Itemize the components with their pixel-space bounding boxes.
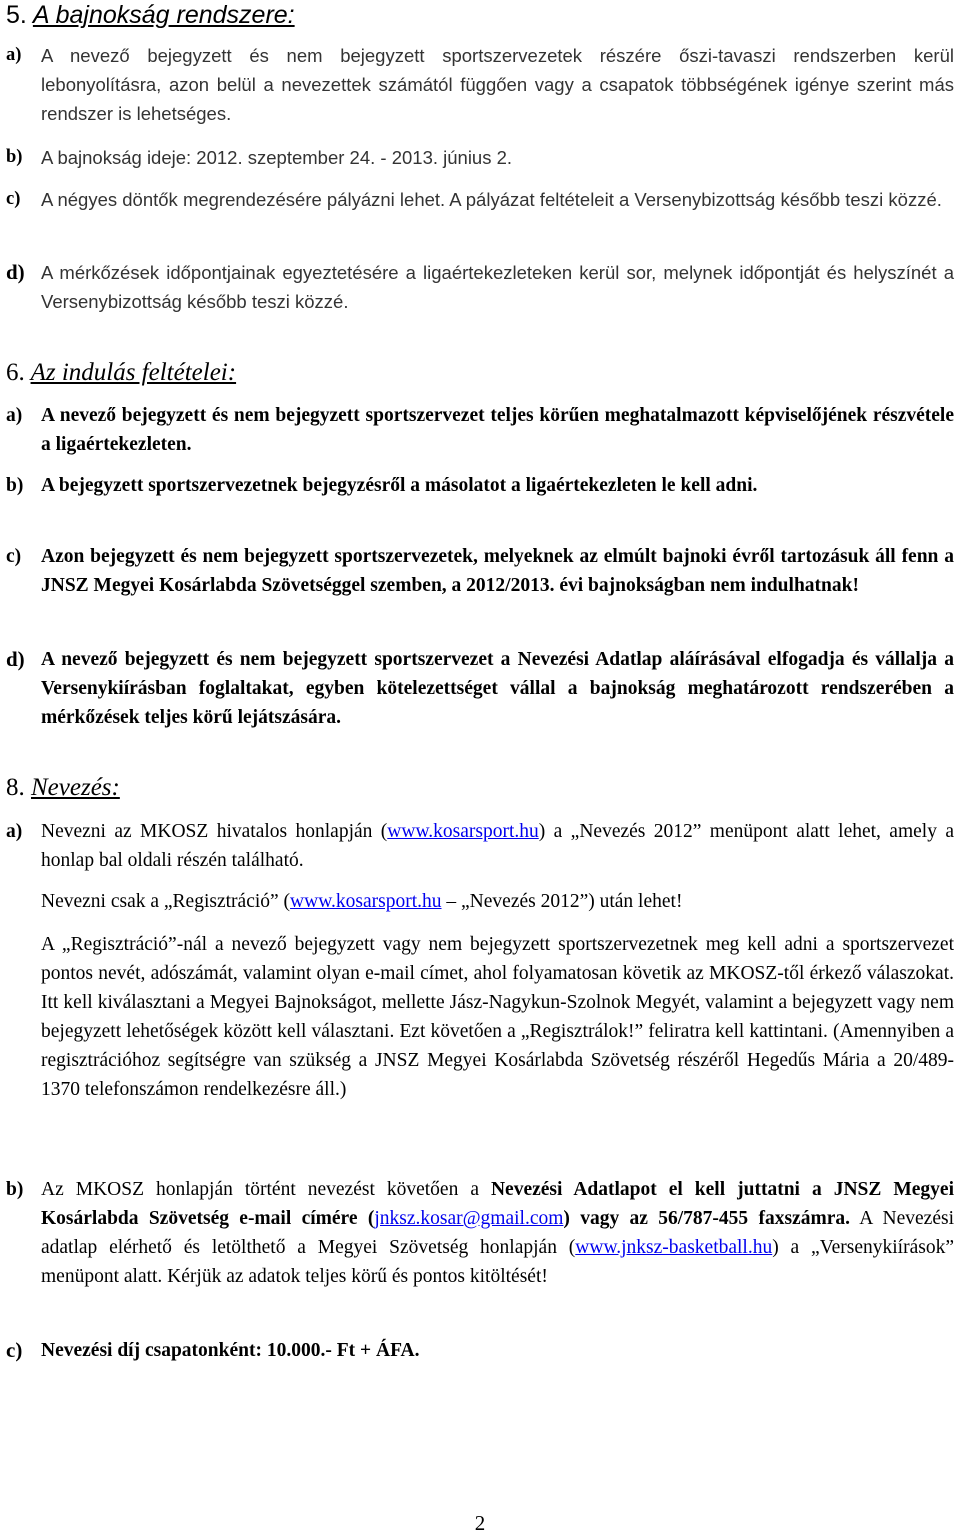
s5-item-a <box>6 41 954 128</box>
section-6-number: 6. <box>6 359 25 386</box>
s8-paragraph-registration-note: Nevezni csak a „Regisztráció” (www.kosarsport.hu – „Nevezés 2012”) után lehet! <box>41 891 683 912</box>
s6-item-b-label: b) <box>6 475 24 496</box>
s6-item-d-label: d) <box>6 647 25 671</box>
s5-item-c-text: A négyes döntők megrendezésére pályázni lehet. A pályázat feltételeit a Versenybizottság később teszi közzé. <box>41 189 942 210</box>
section-5-heading <box>6 0 295 30</box>
s8-item-b <box>6 1175 954 1291</box>
s8-paragraph-registration-details: A „Regisztráció”-nál a nevező bejegyzett vagy nem bejegyzett sportszervezetnek meg kell adni a sportszervezet pontos nevét, adószámát, valamint olyan e-mail címet, ahol folyamatosan követik az MKOSZ-től érkező válaszokat. Itt kell kiválasztani a Megyei Bajnokságot, mellette Jász-Nagykun-Szolnok Megyét, valamint a bejegyzett vagy nem bejegyzett lehetőségek között kell választani. Ezt követően a „Regisztrálok!” feliratra kell kattintani. (Amennyiben a regisztrációhoz segítségre van szükség a JNSZ Megyei Kosárlabda Szövetség részéről Hegedűs Mária a 20/489-1370 telefonszámon rendelkezésre áll.) <box>41 934 954 1100</box>
s6-item-c <box>6 542 954 600</box>
s5-item-a-text: A nevező bejegyzett és nem bejegyzett sportszervezetek részére őszi-tavaszi rendszerben kerül lebonyolításra, azon belül a nevezettek számától függően vagy a csapatok többségének igénye szerint más rendszer is lehetséges. <box>41 45 954 124</box>
section-5-title: A bajnokság rendszere: <box>32 1 295 29</box>
s5-item-c <box>6 185 954 214</box>
section-8-title: Nevezés: <box>31 774 120 801</box>
page-number: 2 <box>474 1511 486 1535</box>
s8-item-c-label: c) <box>6 1338 23 1362</box>
s6-item-c-text: Azon bejegyzett és nem bejegyzett sportszervezetek, melyeknek az elmúlt bajnoki évről tartozásuk áll fenn a JNSZ Megyei Kosárlabda Szövetséggel szemben, a 2012/2013. évi bajnokságban nem indulhatnak! <box>41 546 954 596</box>
jnksz-basketball-link[interactable]: www.jnksz-basketball.hu <box>575 1237 773 1258</box>
section-8-heading <box>6 773 120 803</box>
s8-item-b-text: Az MKOSZ honlapján történt nevezést követően a Nevezési Adatlapot el kell juttatni a JNSZ Megyei Kosárlabda Szövetség e-mail címére (jnksz.kosar@gmail.com) vagy az 56/787-455 faxszámra. A Nevezési adatlap elérhető és letölthető a Megyei Szövetség honlapján (www.jnksz-basketball.hu) a „Versenykiírások” menüpont alatt. Kérjük az adatok teljes körű és pontos kitöltését! <box>41 1179 954 1287</box>
s5-item-b-text: A bajnokság ideje: 2012. szeptember 24. - 2013. június 2. <box>41 147 513 168</box>
s6-item-b <box>6 471 954 500</box>
s8-item-b-label: b) <box>6 1179 24 1200</box>
section-5-number: 5. <box>6 1 27 29</box>
kosarsport-link[interactable]: www.kosarsport.hu <box>387 821 539 842</box>
s5-item-d-text: A mérkőzések időpontjainak egyeztetésére a ligaértekezleteken kerül sor, melynek időpontját és helyszínét a Versenybizottság később teszi közzé. <box>41 262 954 312</box>
s5-item-a-label: a) <box>6 45 22 65</box>
s8-item-a <box>6 817 954 875</box>
s6-item-c-label: c) <box>6 546 22 567</box>
s5-item-d <box>6 258 954 316</box>
s8-item-c-text: Nevezési díj csapatonként: 10.000.- Ft + ÁFA. <box>41 1340 420 1361</box>
s5-item-d-label: d) <box>6 260 25 284</box>
s6-item-a <box>6 401 954 459</box>
s6-item-b-text: A bejegyzett sportszervezetnek bejegyzésről a másolatot a ligaértekezleten le kell adni. <box>41 475 758 496</box>
s5-item-b-label: b) <box>6 147 23 167</box>
s8-item-c <box>6 1336 954 1365</box>
s8-item-a-label: a) <box>6 821 23 842</box>
s5-item-c-label: c) <box>6 189 21 209</box>
section-6-title: Az indulás feltételei: <box>30 359 237 386</box>
s5-item-b <box>6 143 954 172</box>
s6-item-d-text: A nevező bejegyzett és nem bejegyzett sportszervezet a Nevezési Adatlap aláírásával elfogadja és vállalja a Versenykiírásban foglaltakat, egyben kötelezettséget vállal a bajnokság meghatározott rendszerében a mérkőzések teljes körű lejátszására. <box>41 649 954 728</box>
s6-item-a-text: A nevező bejegyzett és nem bejegyzett sportszervezet teljes körűen meghatalmazott képviselőjének részvétele a ligaértekezleten. <box>41 405 954 455</box>
s6-item-a-label: a) <box>6 405 23 426</box>
kosarsport-link-2[interactable]: www.kosarsport.hu <box>290 891 442 912</box>
section-6-heading <box>6 358 236 388</box>
section-8-number: 8. <box>6 774 25 801</box>
email-link[interactable]: jnksz.kosar@gmail.com <box>374 1208 564 1229</box>
s8-item-a-text: Nevezni az MKOSZ hivatalos honlapján (www.kosarsport.hu) a „Nevezés 2012” menüpont alatt lehet, amely a honlap bal oldali részén található. <box>41 821 954 871</box>
s6-item-d <box>6 645 954 732</box>
